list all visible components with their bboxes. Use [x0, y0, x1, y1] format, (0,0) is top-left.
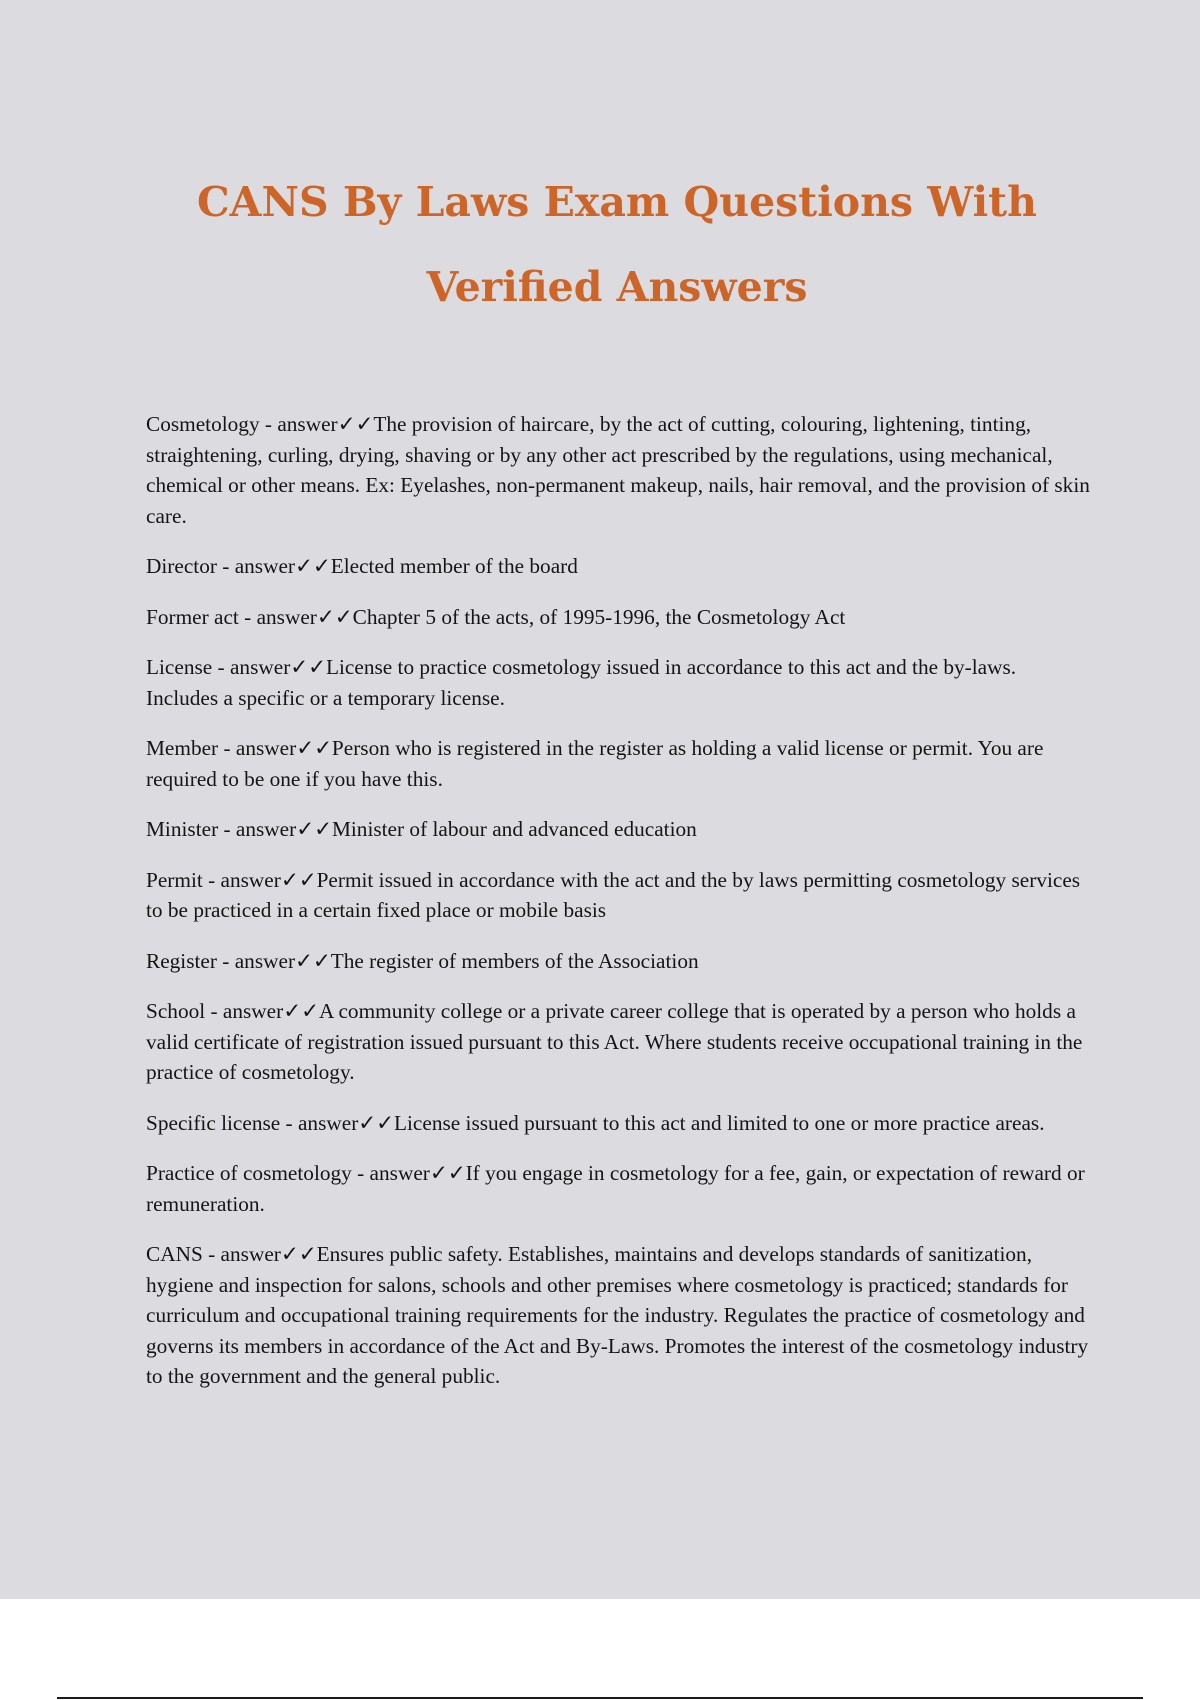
double-check-icon: ✓✓	[316, 604, 353, 629]
entry-definition: If you engage in cosmetology for a fee, gain, or expectation of reward or remuneration.	[146, 1161, 1085, 1216]
entry-definition: Person who is registered in the register as holding a valid license or permit. You are required to be one if you have this.	[146, 736, 1044, 791]
double-check-icon: ✓✓	[295, 554, 331, 578]
double-check-icon: ✓✓	[337, 412, 374, 436]
entry-term: Specific license	[146, 1110, 281, 1135]
qa-entry-specific-license	[146, 1108, 1091, 1139]
entry-separator: - answer	[205, 999, 284, 1023]
double-check-icon: ✓✓	[358, 1110, 394, 1135]
qa-entry-school	[146, 996, 1091, 1088]
qa-entry-cans	[146, 1239, 1091, 1392]
double-check-icon: ✓✓	[290, 655, 326, 679]
double-check-icon: ✓✓	[280, 1242, 317, 1266]
entry-term: Director	[146, 554, 217, 578]
qa-entry-member	[146, 733, 1091, 794]
entry-term: Practice of cosmetology	[146, 1161, 352, 1185]
entry-separator: - answer	[216, 554, 296, 578]
entry-term: License	[146, 655, 213, 679]
double-check-icon: ✓✓	[429, 1161, 466, 1185]
qa-entry-permit	[146, 865, 1091, 926]
entry-separator: - answer	[238, 604, 317, 629]
entry-separator: - answer	[280, 1110, 359, 1135]
entry-term: CANS	[146, 1242, 203, 1266]
double-check-icon: ✓✓	[296, 817, 332, 841]
qa-entry-register	[146, 946, 1091, 977]
entry-definition: Chapter 5 of the acts, of 1995-1996, the Cosmetology Act	[352, 604, 846, 629]
qa-entry-practice-of-cosmetology	[146, 1158, 1091, 1219]
title-line-1: CANS By Laws Exam Questions With	[197, 178, 1037, 226]
qa-entry-license	[146, 652, 1091, 713]
qa-list	[146, 409, 1091, 1412]
entry-separator: - answer	[202, 867, 281, 892]
entry-term: School	[146, 999, 206, 1023]
entry-separator: - answer	[218, 736, 297, 760]
entry-definition: Minister of labour and advanced education	[331, 817, 697, 841]
entry-definition: The provision of haircare, by the act of cutting, colouring, lightening, tinting, straightening, curling, drying, shaving or by any other act prescribed by the regulations, using mechanical, chemical or other means. Ex: Eyelashes, non-permanent makeup, nails, hair removal, and the provision of skin care.	[146, 412, 1090, 528]
entry-definition: License issued pursuant to this act and limited to one or more practice areas.	[394, 1110, 1045, 1135]
qa-entry-former-act	[146, 602, 1091, 633]
entry-separator: - answer	[351, 1161, 430, 1185]
entry-term: Former act	[146, 604, 239, 629]
entry-term: Register	[146, 948, 217, 973]
entry-separator: - answer	[218, 817, 297, 841]
entry-separator: - answer	[202, 1242, 281, 1266]
entry-definition: Elected member of the board	[330, 554, 578, 578]
qa-entry-cosmetology	[146, 409, 1091, 531]
entry-definition: License to practice cosmetology issued in accordance to this act and the by-laws. Includes a specific or a temporary license.	[146, 655, 1017, 710]
entry-separator: - answer	[259, 412, 338, 436]
double-check-icon: ✓✓	[295, 948, 331, 973]
entry-term: Minister	[146, 817, 219, 841]
entry-term: Permit	[146, 867, 203, 892]
double-check-icon: ✓✓	[280, 867, 317, 892]
entry-term: Cosmetology	[146, 412, 260, 436]
entry-term: Member	[146, 736, 219, 760]
entry-separator: - answer	[216, 948, 296, 973]
qa-entry-director	[146, 551, 1091, 582]
document-title	[0, 160, 1200, 330]
entry-separator: - answer	[212, 655, 291, 679]
double-check-icon: ✓✓	[283, 999, 319, 1023]
double-check-icon: ✓✓	[296, 736, 332, 760]
entry-definition: A community college or a private career college that is operated by a person who holds a valid certificate of registration issued pursuant to this Act. Where students receive occupational training in the practice of cosmetology.	[146, 999, 1083, 1084]
entry-definition: Ensures public safety. Establishes, maintains and develops standards of sanitization, hygiene and inspection for salons, schools and other premises where cosmetology is practiced; standards for curriculum and occupational training requirements for the industry. Regulates the practice of cosmetology and governs its members in accordance of the Act and By-Laws. Promotes the interest of the cosmetology industry to the government and the general public.	[146, 1242, 1089, 1388]
footer-divider	[57, 1697, 1143, 1699]
entry-definition: Permit issued in accordance with the act and the by laws permitting cosmetology services to be practiced in a certain fixed place or mobile basis	[146, 867, 1081, 922]
entry-definition: The register of members of the Association	[330, 948, 699, 973]
qa-entry-minister	[146, 814, 1091, 845]
title-line-2: Verified Answers	[426, 263, 808, 311]
